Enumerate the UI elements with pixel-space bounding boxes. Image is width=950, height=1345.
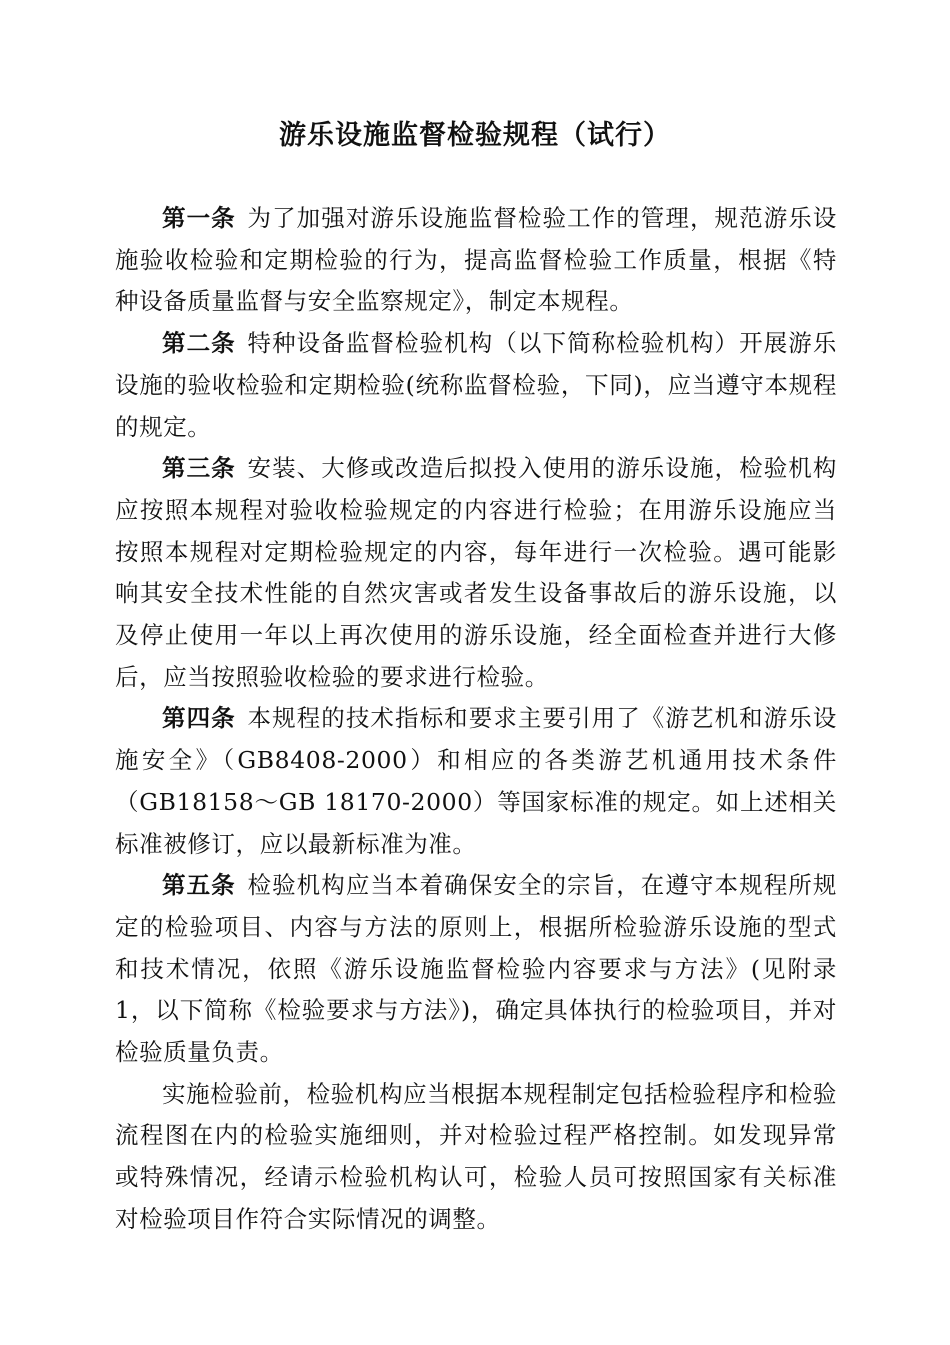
article-1 [115, 198, 837, 323]
article-2 [115, 323, 837, 448]
article-2-text: 特种设备监督检验机构（以下简称检验机构）开展游乐设施的验收检验和定期检验(统称监督检验，下同)，应当遵守本规程的规定。 [115, 329, 837, 441]
article-4-label: 第四条 [162, 704, 236, 733]
article-1-label: 第一条 [162, 204, 236, 232]
document-body [115, 198, 837, 1241]
article-3-text: 安装、大修或改造后拟投入使用的游乐设施，检验机构应按照本规程对验收检验规定的内容进行检验；在用游乐设施应当按照本规程对定期检验规定的内容，每年进行一次检验。遇可能影响其安全技术性能的自然灾害或者发生设备事故后的游乐设施，以及停止使用一年以上再次使用的游乐设施，经全面检查并进行大修后，应当按照验收检验的要求进行检验。 [115, 454, 837, 691]
article-5-text: 检验机构应当本着确保安全的宗旨，在遵守本规程所规定的检验项目、内容与方法的原则上，根据所检验游乐设施的型式和技术情况，依照《游乐设施监督检验内容要求与方法》(见附录1，以下简称《检验要求与方法》)，确定具体执行的检验项目，并对检验质量负责。 [115, 871, 837, 1067]
article-3 [115, 448, 837, 698]
article-5 [115, 865, 837, 1074]
article-4 [115, 698, 837, 865]
article-2-label: 第二条 [162, 329, 236, 358]
article-5-label: 第五条 [162, 871, 236, 900]
closing-paragraph: 实施检验前，检验机构应当根据本规程制定包括检验程序和检验流程图在内的检验实施细则，并对检验过程严格控制。如发现异常或特殊情况，经请示检验机构认可，检验人员可按照国家有关标准对检验项目作符合实际情况的调整。 [115, 1079, 837, 1233]
article-1-text: 为了加强对游乐设施监督检验工作的管理，规范游乐设施验收检验和定期检验的行为，提高监督检验工作质量，根据《特种设备质量监督与安全监察规定》，制定本规程。 [115, 204, 837, 316]
document-title: 游乐设施监督检验规程（试行） [279, 120, 671, 151]
article-3-label: 第三条 [162, 454, 236, 483]
article-4-text: 本规程的技术指标和要求主要引用了《游艺机和游乐设施安全》（GB8408-2000）和相应的各类游艺机通用技术条件（GB18158～GB 18170-2000）等国家标准的规定。如上述相关标准被修订，应以最新标准为准。 [115, 704, 837, 858]
